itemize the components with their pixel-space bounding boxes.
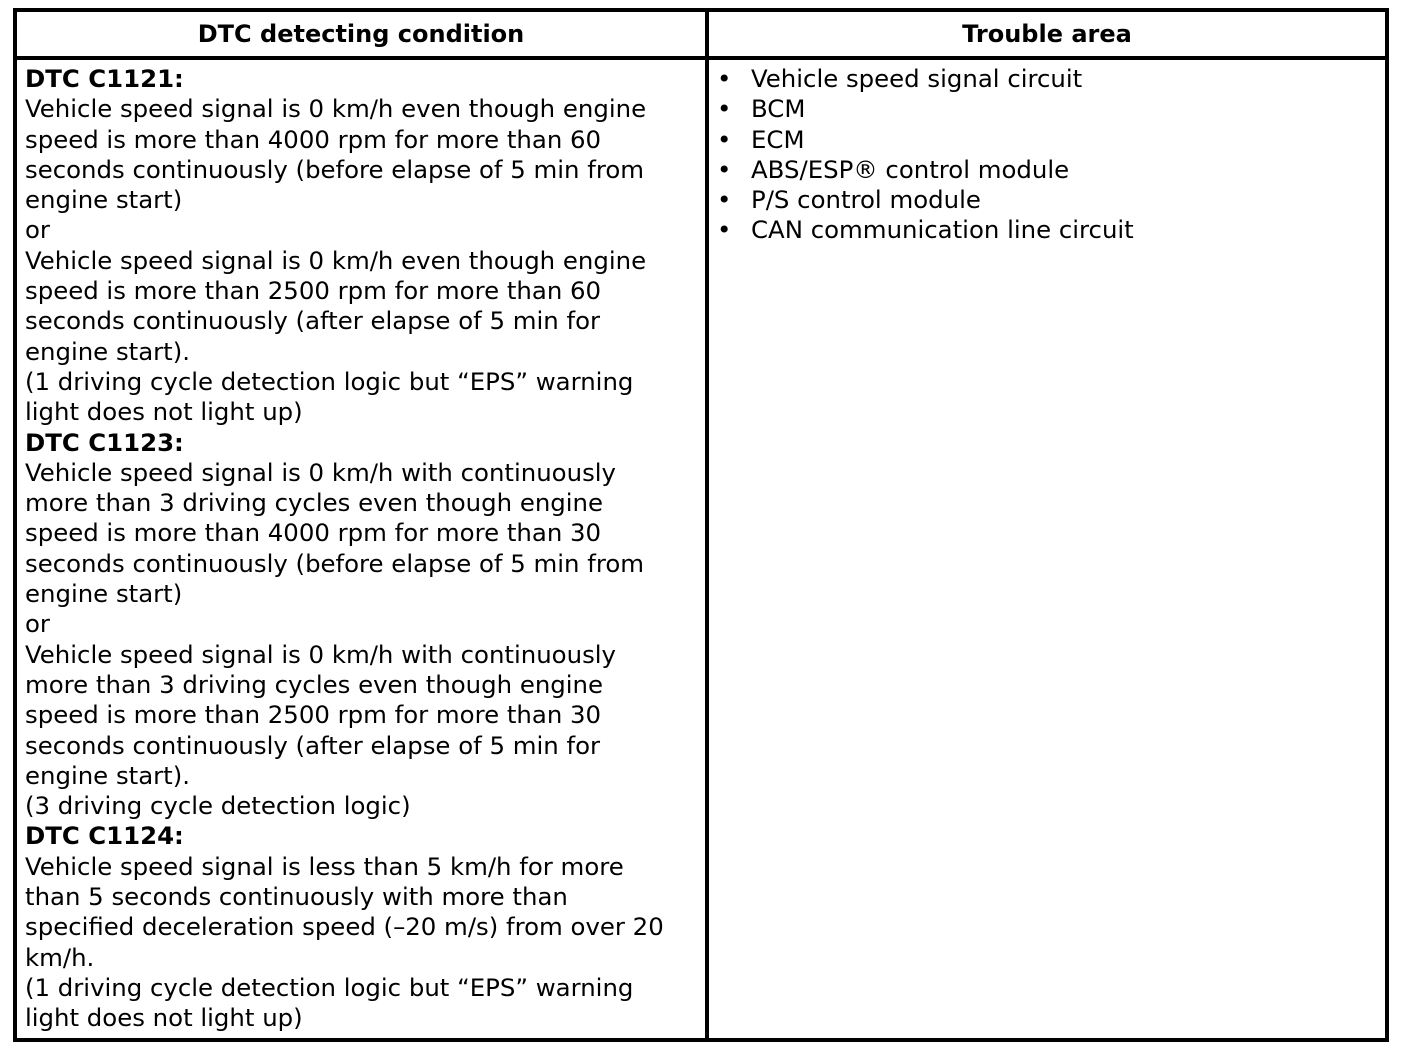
condition-line: Vehicle speed signal is 0 km/h with continuously <box>25 639 616 669</box>
condition-line: or <box>25 609 50 639</box>
dtc-block-c1121 <box>25 64 699 428</box>
condition-line: speed is more than 4000 rpm for more than 60 <box>25 124 602 154</box>
bullet-icon: • <box>717 185 732 215</box>
condition-header: DTC detecting condition <box>15 10 707 58</box>
header-row <box>15 10 1387 58</box>
condition-line: more than 3 driving cycles even though engine <box>25 669 604 699</box>
condition-line: engine start) <box>25 185 183 215</box>
condition-line: (3 driving cycle detection logic) <box>25 791 411 821</box>
condition-line: seconds continuously (before elapse of 5 min from <box>25 548 645 578</box>
bullet-icon: • <box>717 215 732 245</box>
condition-line: (1 driving cycle detection logic but “EPS” warning <box>25 972 634 1002</box>
condition-line: speed is more than 2500 rpm for more than 30 <box>25 700 602 730</box>
bullet-icon: • <box>717 124 732 154</box>
dtc-code: DTC C1123: <box>25 427 184 457</box>
condition-line: (1 driving cycle detection logic but “EPS” warning <box>25 366 634 396</box>
trouble-area-label: BCM <box>751 94 806 124</box>
bullet-icon: • <box>717 64 732 93</box>
condition-line: Vehicle speed signal is less than 5 km/h for more <box>25 851 624 881</box>
dtc-code: DTC C1124: <box>25 821 184 851</box>
condition-line: engine start). <box>25 760 191 790</box>
condition-line: seconds continuously (after elapse of 5 min for <box>25 306 601 336</box>
condition-line: seconds continuously (before elapse of 5 min from <box>25 154 645 184</box>
condition-line: engine start) <box>25 579 183 609</box>
condition-line: engine start). <box>25 336 191 366</box>
condition-line: specified deceleration speed (–20 m/s) from over 20 <box>25 912 664 942</box>
bullet-icon: • <box>717 154 732 184</box>
condition-line: or <box>25 215 50 245</box>
dtc-table <box>13 8 1389 1042</box>
condition-line: speed is more than 2500 rpm for more than 60 <box>25 276 602 306</box>
list-item <box>717 125 1379 155</box>
trouble-area-cell <box>707 58 1387 1040</box>
condition-line: light does not light up) <box>25 1003 303 1033</box>
condition-line: light does not light up) <box>25 397 303 427</box>
trouble-area-label: P/S control module <box>751 185 981 215</box>
condition-line: Vehicle speed signal is 0 km/h with continuously <box>25 457 616 487</box>
condition-cell <box>15 58 707 1040</box>
list-item <box>717 185 1379 215</box>
dtc-block-c1124 <box>25 821 699 1033</box>
trouble-area-label: Vehicle speed signal circuit <box>751 64 1083 93</box>
trouble-area-list <box>717 64 1379 246</box>
list-item <box>717 215 1379 245</box>
condition-line: more than 3 driving cycles even though engine <box>25 488 604 518</box>
condition-line: km/h. <box>25 942 95 972</box>
condition-line: Vehicle speed signal is 0 km/h even though engine <box>25 94 647 124</box>
trouble-area-label: ABS/ESP® control module <box>751 154 1070 184</box>
condition-line: seconds continuously (after elapse of 5 min for <box>25 730 601 760</box>
list-item <box>717 155 1379 185</box>
condition-line: Vehicle speed signal is 0 km/h even though engine <box>25 245 647 275</box>
bullet-icon: • <box>717 94 732 124</box>
trouble-area-label: CAN communication line circuit <box>751 215 1134 245</box>
dtc-block-c1123 <box>25 428 699 822</box>
trouble-area-header: Trouble area <box>707 10 1387 58</box>
list-item <box>717 64 1379 94</box>
trouble-area-label: ECM <box>751 124 805 154</box>
condition-line: than 5 seconds continuously with more than <box>25 882 568 912</box>
dtc-code: DTC C1121: <box>25 64 184 93</box>
list-item <box>717 94 1379 124</box>
table-row <box>15 58 1387 1040</box>
condition-line: speed is more than 4000 rpm for more than 30 <box>25 518 602 548</box>
